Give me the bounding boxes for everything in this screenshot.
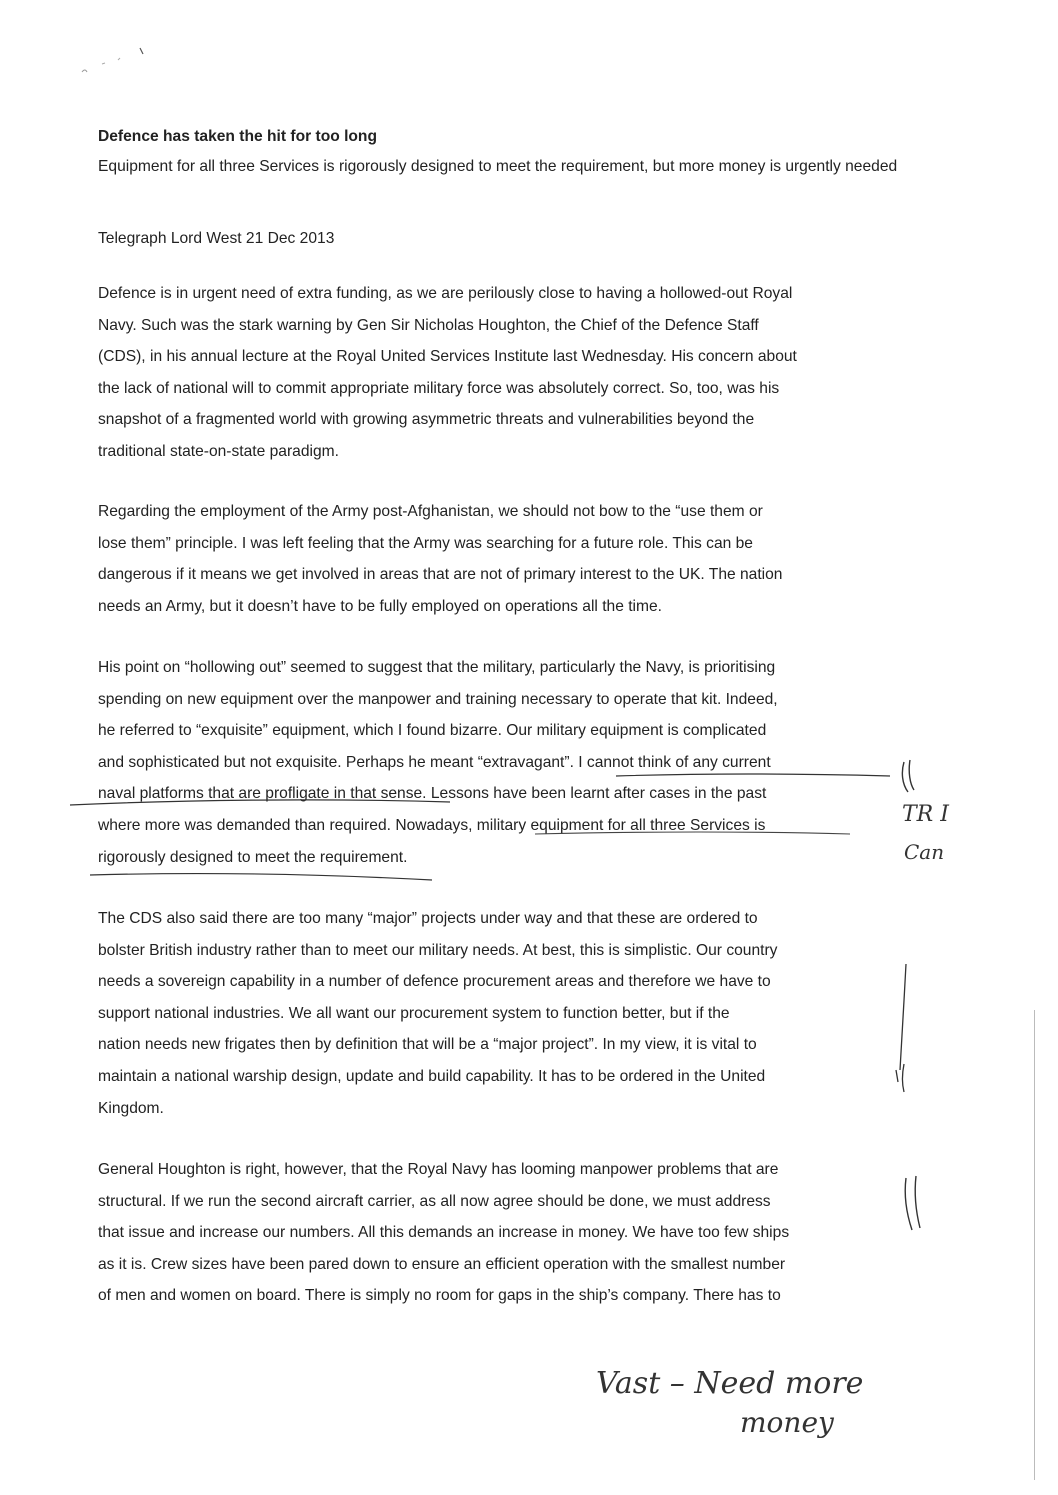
footer-handwritten-money: money [740,1406,834,1439]
paragraph-line: traditional state-on-state paradigm. [98,442,339,460]
paragraph-line: bolster British industry rather than to meet our military needs. At best, this is simplistic. Our country [98,941,778,959]
margin-note-tr: TR I [902,802,949,827]
paragraph-line: as it is. Crew sizes have been pared down to ensure an efficient operation with the smallest number [98,1255,786,1273]
paragraph-line: the lack of national will to commit appropriate military force was absolutely correct. So, too, was his [98,379,780,397]
paragraph-line: spending on new equipment over the manpower and training necessary to operate that kit. Indeed, [98,690,778,708]
paragraph-line: Regarding the employment of the Army post-Afghanistan, we should not bow to the “use them or [98,503,763,520]
paragraph-line: structural. If we run the second aircraft carrier, as all now agree should be done, we must address [98,1192,771,1210]
footer-handwritten-note: Vast – Need more [596,1366,864,1401]
handwritten-underlines [60,760,920,890]
paragraph-line: nation needs new frigates then by definition that will be a “major project”. In my view, it is vital to [98,1036,757,1054]
paragraph-line: snapshot of a fragmented world with growing asymmetric threats and vulnerabilities beyond the [98,411,755,429]
paragraph-2 [98,496,898,622]
paragraph-line: Navy. Such was the stark warning by Gen Sir Nicholas Houghton, the Chief of the Defence Staff [98,316,759,334]
paragraph-1 [98,278,898,468]
paragraph-line: support national industries. We all want our procurement system to function better, but if the [98,1004,730,1022]
scan-edge-line [1034,1010,1035,1480]
paragraph-line: needs an Army, but it doesn’t have to be fully employed on operations all the time. [98,597,663,615]
paragraph-line: where more was demanded than required. Nowadays, military equipment for all three Services is [98,816,766,834]
paragraph-line: he referred to “exquisite” equipment, which I found bizarre. Our military equipment is complicated [98,722,767,740]
paragraph-line: that issue and increase our numbers. All this demands an increase in money. We have too few ships [98,1224,790,1242]
margin-note-can: Can [904,840,945,864]
paragraph-line: of men and women on board. There is simply no room for gaps in the ship’s company. There has to [98,1287,781,1305]
margin-tick-mark [898,758,922,798]
paragraph-line: naval platforms that are profligate in that sense. Lessons have been learnt after cases in the past [98,785,767,803]
paragraph-line: and sophisticated but not exquisite. Perhaps he meant “extravagant”. I cannot think of any current [98,753,771,771]
paragraph-4 [98,903,898,1124]
paragraph-line: lose them” principle. I was left feeling that the Army was searching for a future role. This can be [98,534,753,552]
paragraph-line: The CDS also said there are too many “major” projects under way and that these are ordered to [98,910,758,927]
scan-marks [80,42,160,82]
paragraph-line: dangerous if it means we get involved in areas that are not of primary interest to the UK. The nation [98,566,783,584]
paragraph-line: Defence is in urgent need of extra funding, as we are perilously close to having a hollowed-out Royal [98,285,793,302]
paragraph-line: His point on “hollowing out” seemed to suggest that the military, particularly the Navy, is prioritising [98,659,776,676]
article-byline: Telegraph Lord West 21 Dec 2013 [98,230,335,247]
paragraph-line: rigorously designed to meet the requirement. [98,848,408,866]
paragraph-line: maintain a national warship design, update and build capability. It has to be ordered in the United [98,1067,766,1085]
paragraph-line: Kingdom. [98,1099,164,1117]
paragraph-line: General Houghton is right, however, that the Royal Navy has looming manpower problems that are [98,1161,779,1178]
article-subhead: Equipment for all three Services is rigorously designed to meet the requirement, but more money is urgently needed [98,158,898,175]
paragraph-5 [98,1154,898,1312]
margin-vertical-line [884,960,924,1100]
paragraph-line: (CDS), in his annual lecture at the Royal United Services Institute last Wednesday. His concern about [98,348,797,366]
article-headline: Defence has taken the hit for too long [98,128,377,145]
paragraph-line: needs a sovereign capability in a number of defence procurement areas and therefore we have to [98,973,771,991]
margin-double-tick [898,1172,928,1242]
